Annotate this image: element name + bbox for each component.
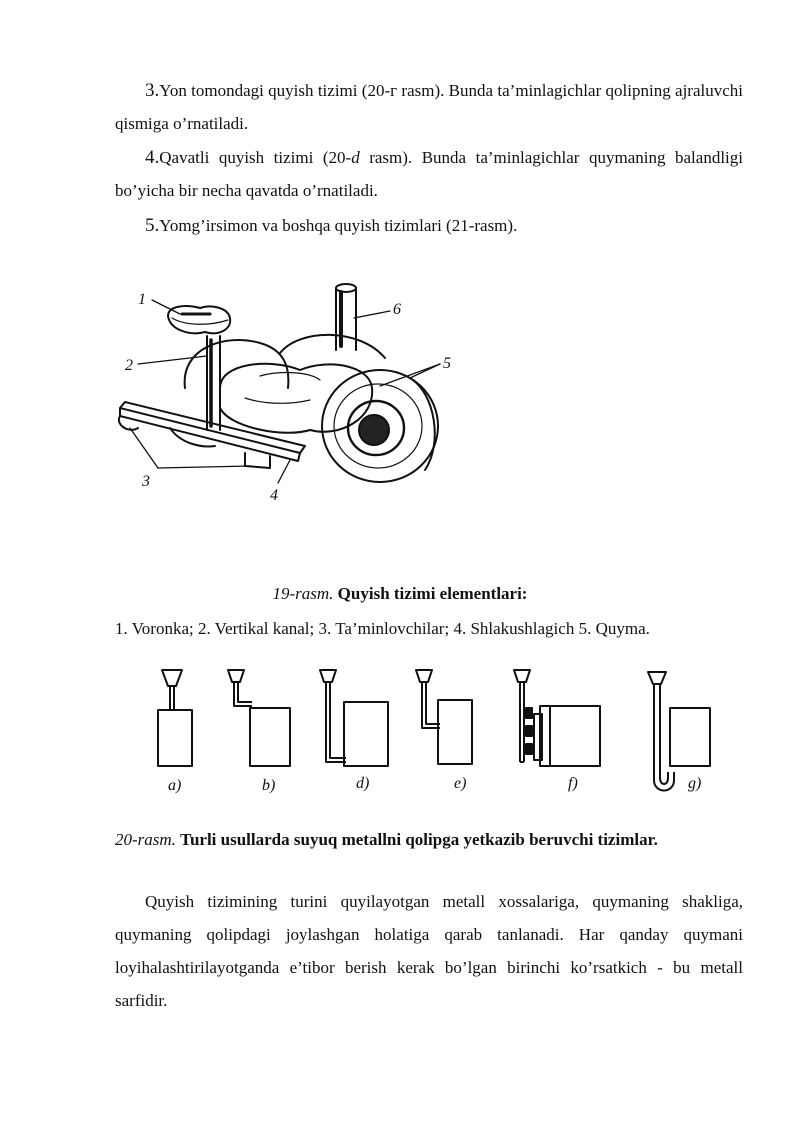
caption-title: Quyish tizimi elementlari: <box>337 584 528 603</box>
caption-title: Turli usullarda suyuq metallni qolipga yetkazib beruvchi tizimlar. <box>180 830 658 849</box>
label-4: 4 <box>270 487 278 504</box>
item-text: Yomg’irsimon va boshqa quyish tizimlari (21-rasm). <box>159 216 518 235</box>
vertical-sprue <box>207 336 220 430</box>
label-6: 6 <box>393 301 401 318</box>
mould-top-shell <box>280 335 385 358</box>
leader-line-3a <box>130 428 158 468</box>
item-number: 4. <box>145 147 160 168</box>
flange-bore <box>359 415 389 445</box>
pouring-basin <box>168 306 230 333</box>
variant-d <box>320 670 388 766</box>
label-b: b) <box>262 777 276 794</box>
label-g: g) <box>688 775 702 792</box>
leader-line-3b <box>158 466 250 468</box>
variant-a <box>158 670 192 766</box>
item-number: 5. <box>145 215 160 236</box>
figure-19-caption <box>0 582 800 606</box>
figure-19-legend: 1. Voronka; 2. Vertikal kanal; 3. Ta’minlovchilar; 4. Shlakushlagich 5. Quyma. <box>115 619 650 638</box>
leader-line-5b <box>410 364 440 378</box>
label-f: f) <box>568 775 578 792</box>
label-3: 3 <box>142 473 150 490</box>
figure-20-caption <box>115 828 658 852</box>
leader-line-4 <box>278 460 290 483</box>
gating-system-drawing <box>110 278 470 508</box>
list-item-3 <box>115 74 743 140</box>
caption-number: 19-rasm. <box>272 584 334 603</box>
leader-line-2 <box>138 356 207 364</box>
leader-line-5a <box>380 364 440 386</box>
label-d: d) <box>356 775 370 792</box>
variant-e <box>416 670 472 764</box>
label-a: a) <box>168 777 182 794</box>
variant-b <box>228 670 290 766</box>
caption-number: 20-rasm. <box>115 830 176 849</box>
item-number: 3. <box>145 80 160 101</box>
label-1: 1 <box>138 291 146 308</box>
basin-shade <box>172 318 228 324</box>
label-5: 5 <box>443 355 451 372</box>
variant-g <box>648 672 710 791</box>
item-text-a: Qavatli quyish tizimi (20- <box>159 148 352 167</box>
item-text: Yon tomondagi quyish tizimi (20-г rasm). Bunda ta’minlagichlar qolipning ajraluvchi qismiga o’rnatiladi. <box>115 81 743 133</box>
label-2: 2 <box>125 357 133 374</box>
label-e: e) <box>454 775 467 792</box>
gating-variants-drawing <box>140 662 740 800</box>
list-item-4 <box>115 141 743 207</box>
riser-top <box>336 284 356 292</box>
closing-paragraph: Quyish tizimining turini quyilayotgan metall xossalariga, quymaning shakliga, quymaning qolipdagi joylashgan holatiga qarab tanlanadi. Har qanday quymani loyihalashtirilayotganda e’tibor berish kerak bo’lgan birinchi ko’rsatkich - bu metall sarfidir. <box>115 892 743 1010</box>
item-text-b: rasm). Bunda ta’minlagichlar quymaning balandligi bo’yicha bir necha qavatda o’rnatiladi. <box>115 148 743 200</box>
casting-shade <box>260 373 320 380</box>
list-item-5 <box>115 209 743 242</box>
leader-line-6 <box>354 311 390 318</box>
variant-f <box>514 670 600 766</box>
item-text-italic: d <box>351 148 360 167</box>
casting-shade <box>245 398 310 403</box>
